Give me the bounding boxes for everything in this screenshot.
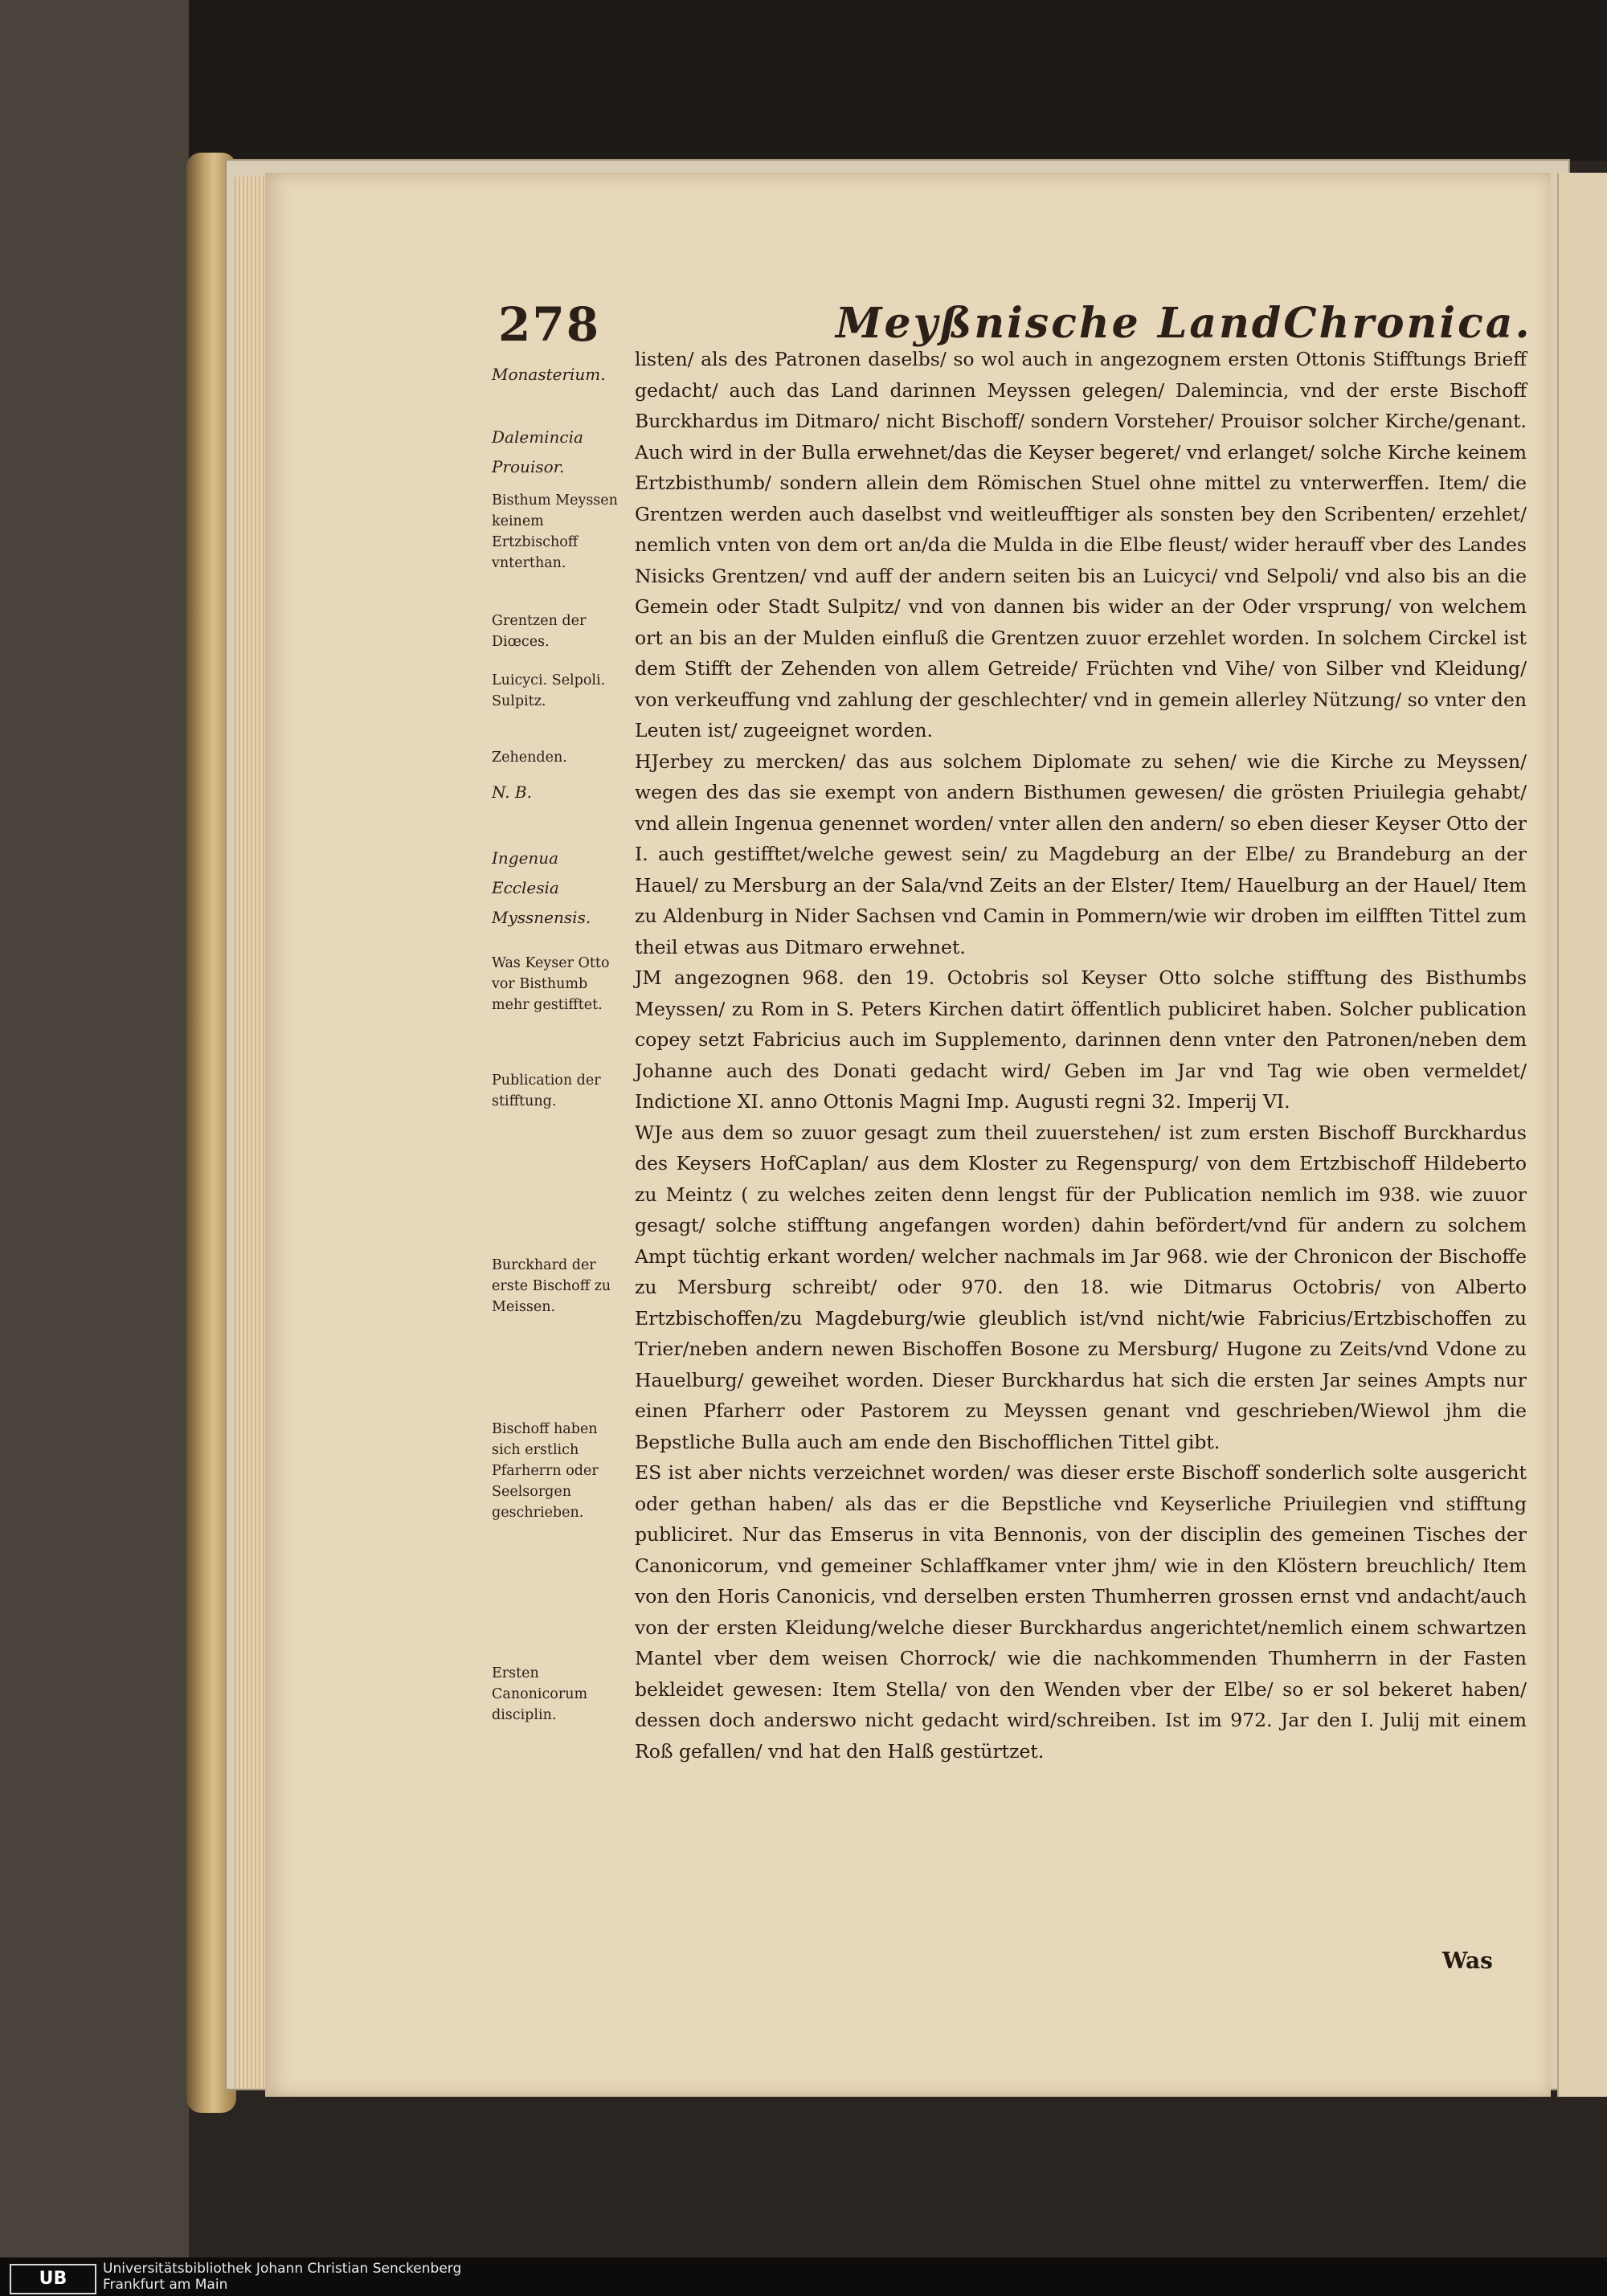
library-city: Frankfurt am Main <box>103 2277 228 2293</box>
margin-note: Bischoff haben sich erstlich Pfarherrn oder Seelsorgen geschrieben. <box>492 1421 599 1521</box>
scan-background-top <box>0 0 1607 161</box>
margin-note: Monasterium. <box>492 365 606 384</box>
margin-note: Ingenua Ecclesia Myssnensis. <box>492 848 591 927</box>
paragraph: listen/ als des Patronen daselbs/ so wol auch in angezognem ersten Ottonis Stifftungs Brieff gedacht/ auch das Land darinnen Meyssen gelegen/ Dalemincia, vnd der erste Bischoff Burckhardus im Ditmaro/ nicht Bischoff/ sondern Vorsteher/ Prouisor solcher Kirche/genant. Auch wird in der Bulla erwehnet/das die Keyser begeret/ vnd erlanget/ solche Kirche keinem Ertzbisthumb/ sondern allein dem Römischen Stuel ohne mittel zu vnterwerffen. Item/ die Grentzen werden auch daselbst vnd weitleufftiger als sonsten bey den Scribenten/ erzehlet/ nemlich vnten von dem ort an/da die Mulda in die Elbe fleust/ wider herauff vber des Landes Nisicks Grentzen/ vnd auff der andern seiten bis an Luicyci/ vnd Selpoli/ vnd also bis an die Gemein oder Stadt Sulpitz/ vnd von dannen bis wider an der Oder vrsprung/ von welchem ort an bis an der Mulden einfluß die Grentzen zuuor erzehlet worden. In solchem Circkel ist dem Stifft der Zehenden von allem Getreide/ Früchten vnd Vihe/ von Silber vnd Kleidung/ von verkeuffung vnd zahlung der geschlechter/ vnd in gemein allerley Nützung/ so vnter den Leuten ist/ zugeeignet worden. <box>635 348 1527 742</box>
page-number: 278 <box>498 297 601 352</box>
ub-logo: UB <box>10 2264 96 2294</box>
margin-note: Dalemincia Prouisor. <box>492 427 583 476</box>
margin-note: Burckhard der erste Bischoff zu Meissen. <box>492 1257 611 1315</box>
paragraph: ES ist aber nichts verzeichnet worden/ was dieser erste Bischoff sonderlich solte ausgericht oder gethan haben/ als das er die Bepstliche vnd Keyserliche Priuilegien vnd stifftung publiciret. Nur das Emserus in vita Bennonis, von der disciplin des gemeinen Tisches der Canonicorum, vnd gemeiner Schlaffkamer vnter jhm/ wie in den Klöstern breuchlich/ Item von den Horis Canonicis, vnd derselben ersten Thumherren grossen ernst vnd andacht/auch von der ersten Kleidung/welche dieser Burckhardus angerichtet/nemlich einem schwartzen Mantel vber dem weisen Chorrock/ wie die nachkommenden Thumherrn in der Fasten bekleidet gewesen: Item Stella/ von den Wenden vber der Elbe/ so er sol bekeret haben/ dessen doch anderswo nicht gedacht wird/schreiben. Ist im 972. Jar den I. Julij mit einem Roß gefallen/ vnd hat den Halß gestürtzet. <box>635 1461 1527 1763</box>
paragraph: HJerbey zu mercken/ das aus solchem Diplomate zu sehen/ wie die Kirche zu Meyssen/ wegen des das sie exempt von andern Bisthumen gewesen/ die grösten Priuilegia gehabt/ vnd allein Ingenua genennet worden/ vnter allen den andern/ so eben dieser Keyser Otto der I. auch gestifftet/welche gewest sein/ zu Magdeburg an der Elbe/ zu Brandeburg an der Hauel/ zu Mersburg an der Sala/vnd Zeits an der Elster/ Item/ Hauelburg an der Hauel/ Item zu Aldenburg in Nider Sachsen vnd Camin in Pommern/wie wir droben im eilfften Tittel zum theil etwas aus Ditmaro erwehnet. <box>635 750 1527 958</box>
catchword: Was <box>1442 1947 1493 1974</box>
margin-note: N. B. <box>492 782 532 802</box>
margin-note: Zehenden. <box>492 750 567 766</box>
paragraph: WJe aus dem so zuuor gesagt zum theil zuuerstehen/ ist zum ersten Bischoff Burckhardus des Keysers HofCaplan/ aus dem Kloster zu Regenspurg/ von dem Ertzbischoff Hildeberto zu Meintz ( zu welches zeiten denn lengst für der Publication nemlich im 938. wie zuuor gesagt/ solche stifftung angefangen worden) dahin befördert/vnd für andern zu solchem Ampt tüchtig erkant worden/ welcher nachmals im Jar 968. wie der Chronicon der Bischoffe zu Mersburg schreibt/ oder 970. den 18. wie Ditmarus Octobris/ von Alberto Ertzbischoffen/zu Magdeburg/wie gleublich ist/vnd nicht/wie Fabricius/Ertzbischoffen zu Trier/neben andern newen Bischoffen Bosone zu Mersburg/ Hugone zu Zeits/vnd Vdone zu Hauelburg/ geweihet worden. Dieser Burckhardus hat sich die ersten Jar seines Ampts nur einen Pfarherr oder Pastorem zu Meyssen genant vnd geschrieben/Wiewol jhm die Bepstliche Bulla auch am ende den Bischofflichen Tittel gibt. <box>635 1121 1527 1453</box>
margin-note: Luicyci. Selpoli. Sulpitz. <box>492 672 606 709</box>
library-name: Universitätsbibliothek Johann Christian Senckenberg <box>103 2261 462 2277</box>
margin-note: Grentzen der Diœces. <box>492 613 587 650</box>
margin-note: Bisthum Meyssen keinem Ertzbischoff vnterthan. <box>492 492 618 571</box>
scan-background-left <box>0 0 189 2296</box>
facing-page-edge <box>1557 173 1607 2097</box>
paragraph: JM angezognen 968. den 19. Octobris sol Keyser Otto solche stifftung des Bisthumbs Meyssen/ zu Rom in S. Peters Kirchen datirt öffentlich publiciret haben. Solcher publication copey setzt Fabricius auch im Supplemento, darinnen denn vnter den Patronen/neben dem Johanne auch des Donati gedacht wird/ Geben im Jar vnd Tag wie oben vermeldet/ Indictione XI. anno Ottonis Magni Imp. Augusti regni 32. Imperij VI. <box>635 966 1527 1113</box>
main-text-block <box>635 344 1527 1767</box>
margin-note: Was Keyser Otto vor Bisthumb mehr gestifftet. <box>492 955 610 1013</box>
margin-note: Ersten Canonicorum disciplin. <box>492 1665 588 1723</box>
running-title: Meyßnische LandChronica. <box>836 299 1532 348</box>
margin-note: Publication der stifftung. <box>492 1072 601 1109</box>
